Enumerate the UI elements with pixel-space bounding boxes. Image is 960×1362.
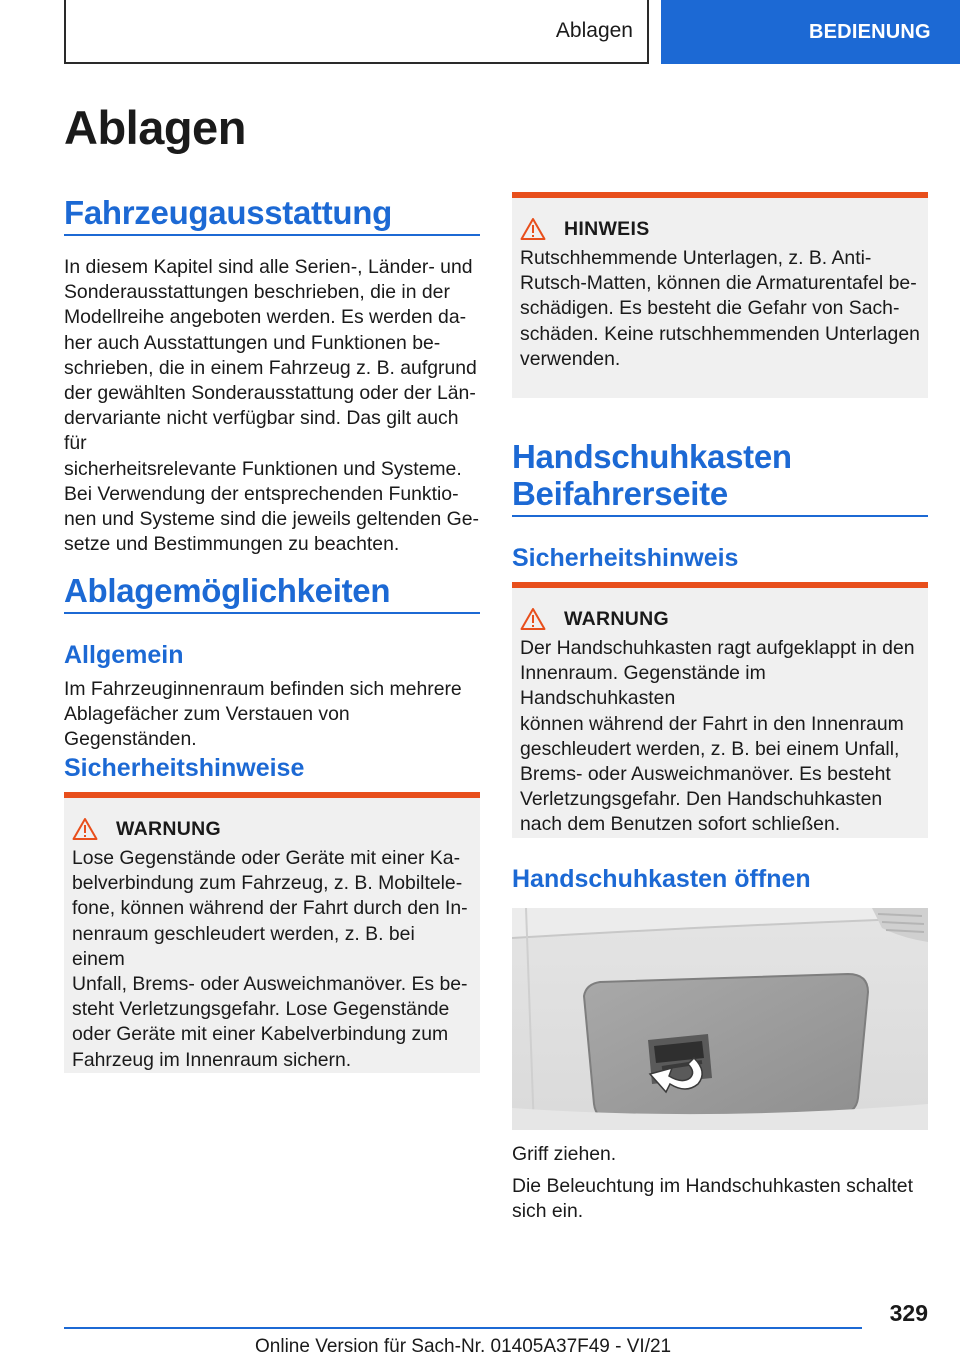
text-line: nen und Systeme sind die jeweils geltenden Ge- — [64, 508, 479, 531]
heading-sicherheitshinweis: Sicherheitshinweis — [512, 544, 739, 572]
page-title: Ablagen — [64, 101, 246, 154]
text-line: Lose Gegenstände oder Geräte mit einer Ka- — [72, 847, 461, 869]
text-line: sich ein. — [512, 1200, 584, 1223]
text-line: oder Geräte mit einer Kabelverbindung zum — [72, 1023, 449, 1046]
text-line: Modellreihe angeboten werden. Es werden da- — [64, 306, 467, 329]
heading-rule — [512, 515, 928, 517]
heading-line: Beifahrerseite — [512, 475, 728, 512]
text-line: In diesem Kapitel sind alle Serien-, Länder- und — [64, 256, 473, 278]
heading-line: Handschuhkasten — [512, 438, 792, 475]
paragraph-allgemein — [64, 677, 480, 753]
text-line: her auch Ausstattungen und Funktionen be- — [64, 331, 441, 354]
paragraph-fahrzeugausstattung — [64, 255, 480, 557]
heading-rule — [64, 612, 480, 614]
text-line: Verletzungsgefahr. Den Handschuhkasten — [520, 788, 883, 811]
text-line: Brems- oder Ausweichmanöver. Es besteht — [520, 763, 891, 786]
paragraph-griff — [512, 1142, 928, 1167]
text-line: belverbindung zum Fahrzeug, z. B. Mobiltele- — [72, 872, 463, 895]
footer-rule — [64, 1327, 862, 1329]
text-line: fone, können während der Fahrt durch den In- — [72, 897, 468, 920]
text-line: Im Fahrzeuginnenraum befinden sich mehrere — [64, 678, 462, 700]
heading-ablagemoeglichkeiten: Ablagemöglichkeiten — [64, 572, 391, 609]
warning-triangle-icon — [520, 217, 546, 241]
heading-handschuhkasten-beifahrerseite — [512, 438, 792, 512]
text-line: Fahrzeug im Innenraum sichern. — [72, 1048, 352, 1071]
header-chapter-tab — [661, 0, 960, 64]
hint-box — [512, 192, 928, 398]
warning-triangle-icon — [520, 607, 546, 631]
warning-box — [64, 792, 480, 1073]
text-line: Ablagefächer zum Verstauen von Gegenständen. — [64, 703, 350, 751]
warning-label: WARNUNG — [564, 607, 670, 630]
heading-handschuhkasten-oeffnen: Handschuhkasten öffnen — [512, 865, 811, 893]
text-line: können während der Fahrt in den Innenraum — [520, 712, 904, 735]
text-line: Unfall, Brems- oder Ausweichmanöver. Es be- — [72, 973, 468, 996]
warning-header — [520, 606, 928, 632]
warning-label: WARNUNG — [116, 817, 222, 840]
warning-box — [512, 582, 928, 838]
page-number: 329 — [889, 1300, 928, 1326]
text-line: Die Beleuchtung im Handschuhkasten schaltet — [512, 1175, 913, 1197]
text-line: setze und Bestimmungen zu beachten. — [64, 533, 400, 556]
text-line: nach dem Benutzen sofort schließen. — [520, 813, 841, 836]
glovebox-drawing — [512, 908, 928, 1130]
text-line: nenraum geschleudert werden, z. B. bei einem — [72, 922, 415, 970]
hint-text — [520, 246, 920, 372]
text-line: geschleudert werden, z. B. bei einem Unfall, — [520, 737, 900, 760]
header-section-label: Ablagen — [555, 19, 633, 42]
heading-allgemein: Allgemein — [64, 641, 184, 669]
heading-rule — [64, 234, 480, 236]
text-line: steht Verletzungsgefahr. Lose Gegenstände — [72, 998, 450, 1021]
text-line: Sonderausstattungen beschrieben, die in der — [64, 281, 450, 304]
text-line: Innenraum. Gegenstände im Handschuhkasten — [520, 662, 766, 710]
text-line: Bei Verwendung der entsprechenden Funktio- — [64, 482, 459, 505]
text-line: Rutsch-Matten, können die Armaturentafel be- — [520, 272, 917, 295]
glovebox-illustration — [512, 908, 928, 1130]
paragraph-beleuchtung — [512, 1174, 928, 1224]
warning-text — [520, 636, 920, 838]
text-line: der gewählten Sonderausstattung oder der Län- — [64, 382, 476, 405]
warning-header — [72, 816, 480, 842]
text-line: schädigen. Es besteht die Gefahr von Sach- — [520, 297, 900, 320]
text-line: Der Handschuhkasten ragt aufgeklappt in den — [520, 637, 915, 659]
text-line: sicherheitsrelevante Funktionen und Systeme. — [64, 457, 462, 480]
hint-header — [520, 216, 928, 242]
text-line: verwenden. — [520, 347, 621, 370]
text-line: schäden. Keine rutschhemmenden Unterlagen — [520, 322, 920, 345]
header-chapter-label: BEDIENUNG — [809, 20, 931, 43]
heading-fahrzeugausstattung: Fahrzeugausstattung — [64, 194, 392, 231]
hint-label: HINWEIS — [564, 217, 650, 240]
warning-text — [72, 846, 472, 1073]
text-line: dervariante nicht verfügbar sind. Das gilt auch für — [64, 407, 459, 455]
heading-sicherheitshinweise: Sicherheitshinweise — [64, 754, 305, 782]
warning-triangle-icon — [72, 817, 98, 841]
text-line: Griff ziehen. — [512, 1143, 617, 1165]
text-line: Rutschhemmende Unterlagen, z. B. Anti- — [520, 247, 872, 269]
header-section-tab — [64, 0, 649, 64]
text-line: schrieben, die in einem Fahrzeug z. B. aufgrund — [64, 356, 477, 379]
footer-online-version: Online Version für Sach-Nr. 01405A37F49 - VI/21 — [255, 1336, 672, 1357]
